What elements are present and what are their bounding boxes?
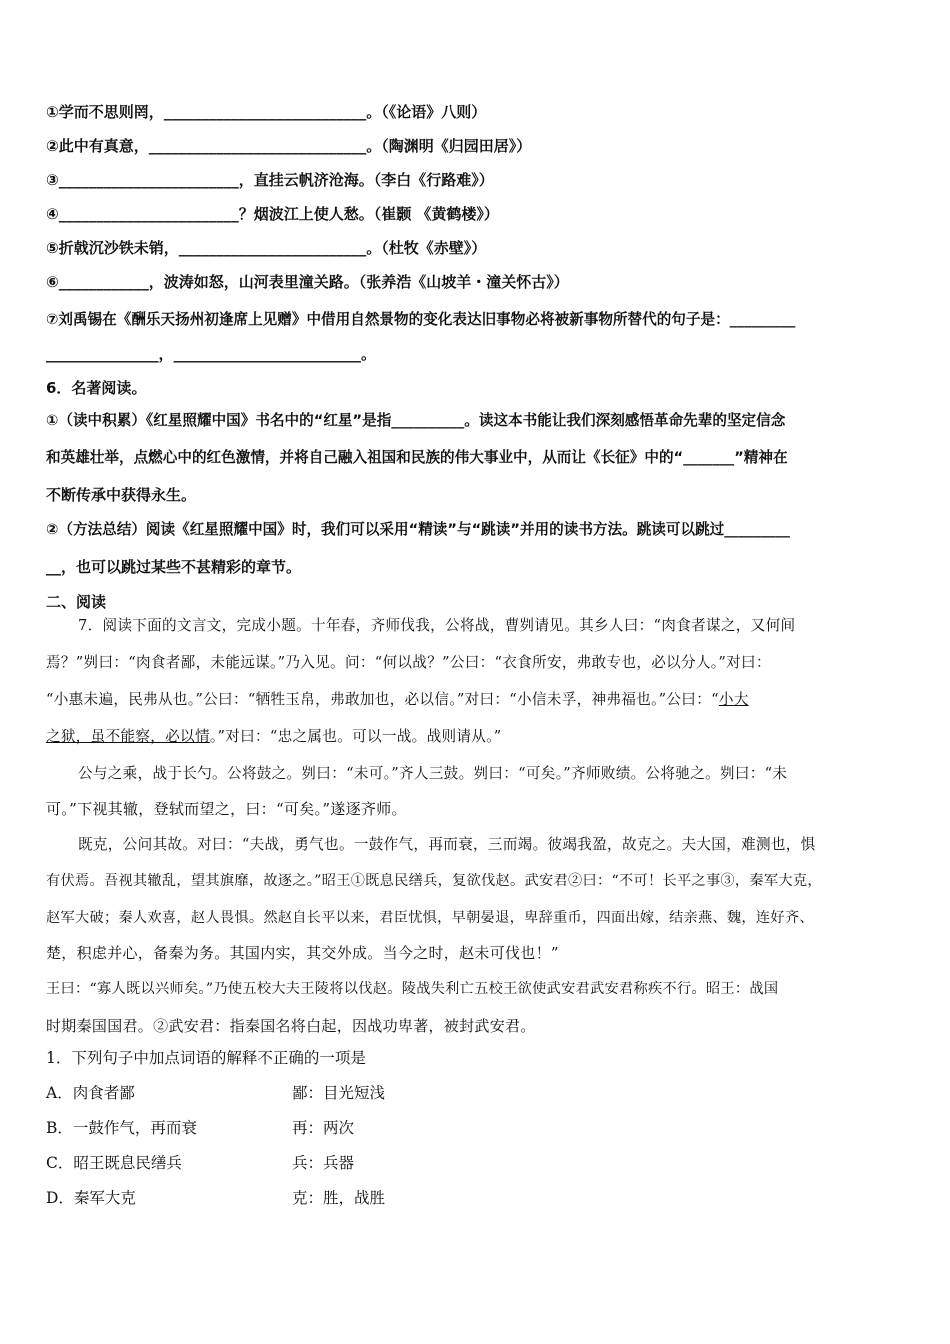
poem-line-3: ③________________________，直挂云帆济沧海。（李白《行路难》） — [46, 171, 494, 189]
q6-part2-line2: __，也可以跳过某些不甚精彩的章节。 — [46, 558, 302, 576]
sub-question-stem: 1．下列句子中加点词语的解释不正确的一项是 — [46, 1049, 366, 1067]
poem-line-1: ①学而不思则罔，___________________________。（《论语》八则） — [46, 103, 487, 121]
option-c-explain: 兵：兵器 — [292, 1154, 355, 1172]
option-b-label: B．一鼓作气，再而衰 — [46, 1119, 197, 1137]
q6-part1-line1: ①（读中积累）《红星照耀中国》书名中的“红星”是指__________。读这本书能让我们深刻感悟革命先辈的坚定信念 — [46, 412, 786, 429]
passage-line: 有伏焉。吾视其辙乱，望其旗靡，故逐之。”昭王①既息民缮兵，复欲伐赵。武安君②曰：“不可！长平之事③，秦军大克， — [46, 873, 822, 889]
option-d-explain: 克：胜，战胜 — [292, 1189, 386, 1207]
poem-line-7: ⑦刘禹锡在《酬乐天扬州初逢席上见赠》中借用自然景物的变化表达旧事物必将被新事物所替代的句子是：_________ — [46, 311, 796, 328]
poem-line-6: ⑥____________，波涛如怒，山河表里潼关路。（张养浩《山坡羊・潼关怀古》） — [46, 273, 569, 291]
underlined-phrase: 小大 — [718, 691, 749, 708]
poem-line-4: ④________________________？烟波江上使人愁。（崔颢 《黄鹤楼》） — [46, 205, 499, 223]
poem-line-2: ②此中有真意，_____________________________。（陶渊明《归园田居》） — [46, 137, 532, 155]
passage-line: 时期秦国国君。②武安君：指秦国名将白起，因战功卑著，被封武安君。 — [46, 1017, 536, 1035]
option-a-label: A．肉食者鄙 — [46, 1084, 135, 1102]
passage-line: 公与之乘，战于长勺。公将鼓之。刿曰：“未可。”齐人三鼓。刿曰：“可矣。”齐师败绩。公将驰之。刿曰：“未 — [78, 765, 788, 782]
option-a-explain: 鄙：目光短浅 — [292, 1084, 386, 1102]
passage-line: 王曰：“寡人既以兴师矣。”乃使五校大夫王陵将以伐赵。陵战失利亡五校王欲使武安君武安君称疾不行。昭王：战国 — [46, 981, 779, 997]
passage-line: 焉？”刿曰：“肉食者鄙，未能远谋。”乃入见。问：“何以战？”公曰：“衣食所安，弗敢专也，必以分人。”对曰： — [46, 654, 771, 671]
passage-line: 楚，积虑并心，备秦为务。其国内实，其交外成。当今之时，赵未可伐也！” — [46, 944, 559, 962]
q6-title: 6．名著阅读。 — [46, 379, 147, 397]
option-d-label: D．秦军大克 — [46, 1189, 136, 1207]
option-b-explain: 再：两次 — [292, 1119, 355, 1137]
q6-part1-line2: 和英雄壮举，点燃心中的红色激情，并将自己融入祖国和民族的伟大事业中，从而让《长征》中的“_______”精神在 — [46, 449, 788, 466]
passage-line: 7．阅读下面的文言文，完成小题。十年春，齐师伐我，公将战，曹刿请见。其乡人曰：“肉食者谋之，又何间 — [78, 617, 796, 634]
q6-part1-line3: 不断传承中获得永生。 — [46, 486, 197, 504]
section-heading: 二、阅读 — [46, 593, 107, 611]
q6-part2-line1: ②（方法总结）阅读《红星照耀中国》时，我们可以采用“精读”与“跳读”并用的读书方法。跳读可以跳过_________ — [46, 521, 790, 538]
passage-line: 可。”下视其辙，登轼而望之，曰：“可矣。”遂逐齐师。 — [46, 800, 407, 818]
poem-line-7-cont: _______________，_________________________。 — [46, 345, 377, 363]
passage-line: 既克，公问其故。对曰：“夫战，勇气也。一鼓作气，再而衰，三而竭。彼竭我盈，故克之。夫大国，难测也，惧 — [78, 836, 816, 853]
poem-line-5: ⑤折戟沉沙铁未销，_________________________。（杜牧《赤壁》） — [46, 239, 487, 257]
passage-line — [46, 690, 749, 710]
passage-line — [46, 727, 502, 747]
passage-line: 赵军大破；秦人欢喜，赵人畏惧。然赵自长平以来，君臣忧惧，早朝晏退，卑辞重币，四面出嫁，结亲燕、魏，连好齐、 — [46, 910, 814, 926]
underlined-phrase: 之狱，虽不能察，必以情 — [46, 728, 210, 745]
passage-text: “小惠未遍，民弗从也。”公曰：“牺牲玉帛，弗敢加也，必以信。”对曰：“小信未孚，神弗福也。”公曰：“ — [46, 691, 719, 708]
passage-text: 。”对曰：“忠之属也。可以一战。战则请从。” — [209, 728, 502, 745]
option-c-label: C．昭王既息民缮兵 — [46, 1154, 182, 1172]
